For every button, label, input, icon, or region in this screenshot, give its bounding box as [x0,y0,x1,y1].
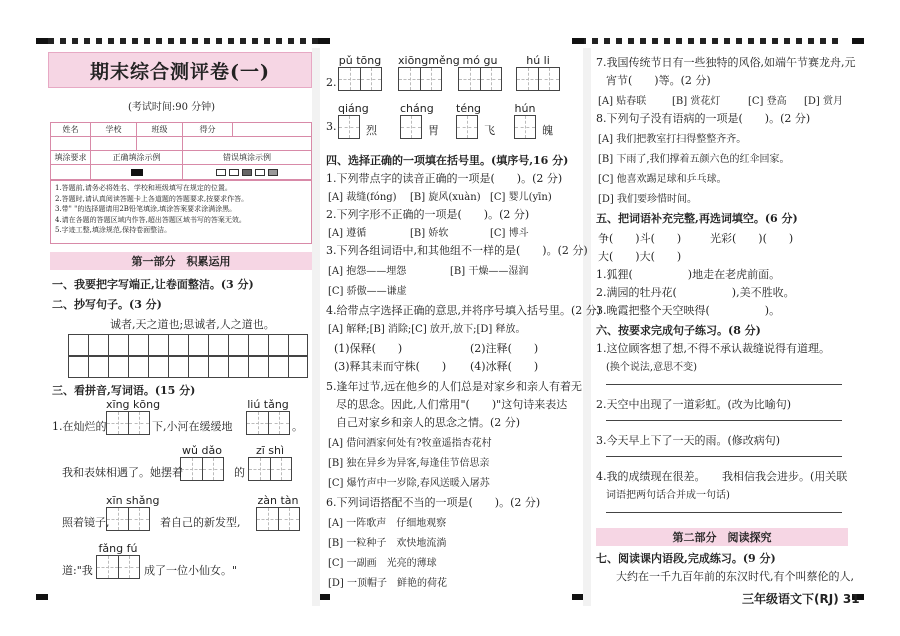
instructions: 1.答题前,请务必将姓名、学校和班级填写在规定的位置。 2.答题时,请认真阅读答题卡上各道题的答题要求,按要求作答。 3.带" "的选择题请用2B铅笔填涂,填涂答案要求涂满涂黑。 4.请在各题的答题区域内作答,超出答题区域书写的答案无效。 5.字迹工整,填涂规范,保持卷面整洁。 [50,180,312,244]
wrong-fill-icon [268,169,278,176]
q3-row2-num: 2. [326,76,337,89]
q4-4-sub1[interactable]: (1)保释( ) [334,342,403,355]
q4-2: 2.下列字形不正确的一项是( )。(2 分) [326,208,530,221]
q5-sent2[interactable]: 2.满园的牡丹花( ),美不胜收。 [596,286,795,299]
q4-7-option-c[interactable]: [C] 登高 [748,96,787,107]
q6-4-line1: 4.我的成绩现在很差。 我相信我会进步。(用关联 [596,470,848,483]
q7r-title: 七、阅读课内语段,完成练习。(9 分) [596,552,776,565]
q2-sentence: 诚者,天之道也;思诚者,人之道也。 [110,318,275,331]
q4-4-sub2[interactable]: (2)注释( ) [470,342,539,355]
q4-6-option-a[interactable]: [A] 一阵歌声 仔细地观察 [328,518,447,529]
q4-4-options: [A] 解释;[B] 消除;[C] 放开,放下;[D] 释放。 [328,324,526,335]
q3-title: 三、看拼音,写词语。(15 分) [52,384,196,397]
q3-row3-num: 3. [326,120,337,133]
wrong-example: 错误填涂示例 [223,153,271,162]
q4-8-option-a[interactable]: [A] 我们把教室打扫得整整齐齐。 [598,134,747,145]
q4-6-option-c[interactable]: [C] 一副画 光亮的薄球 [328,558,437,569]
char-fei: 飞 [484,124,495,137]
pinyin-box-zishi[interactable]: zī shì [248,444,292,481]
class-field[interactable] [137,137,183,150]
q4-8-option-c[interactable]: [C] 他喜欢踢足球和乒乓球。 [598,174,727,185]
part2-header: 第二部分 阅读探究 [596,528,848,546]
reading-passage: 大约在一千九百年前的东汉时代,有个叫蔡伦的人, [616,570,854,583]
exam-time: (考试时间:90 分钟) [128,102,216,113]
wrong-fill-icon [255,169,265,176]
q3-text2: 下,小河在缓缓地 [152,420,233,433]
q6-title: 六、按要求完成句子练习。(8 分) [596,324,761,337]
q4-1-option-a[interactable]: [A] 裁缝(fóng) [328,192,397,203]
q4-5-line1: 5.逢年过节,远在他乡的人们总是对家乡和亲人有着无 [326,380,582,393]
q4-5-option-b[interactable]: [B] 独在异乡为异客,每逢佳节倍思亲 [328,458,490,469]
q6-2-answer-line[interactable] [606,420,842,421]
q6-4-line2: 词语把两句话合并成一句话) [606,490,730,501]
top-dash-left [48,38,318,44]
q4-7-option-a[interactable]: [A] 贴春联 [598,96,647,107]
q6-3-answer-line[interactable] [606,456,842,457]
school-label: 学校 [91,123,137,136]
q4-7-option-b[interactable]: [B] 赏花灯 [672,96,721,107]
pinyin-box-xingkong[interactable]: xīng kōng [106,398,160,435]
corner-mark [318,38,330,44]
name-label: 姓名 [51,123,91,136]
filled-box-icon [131,169,143,176]
q3-text1: 1.在灿烂的 [52,420,107,433]
student-info-table [50,122,312,180]
part1-header: 第一部分 积累运用 [50,252,312,270]
pinyin-box-liutang[interactable]: liú tǎng [246,398,290,435]
wrong-fill-icon [229,169,239,176]
pinyin-box-fangfu[interactable]: fǎng fú [96,542,140,579]
q3-text8: 道:"我 [62,564,93,577]
q4-1: 1.下列带点字的读音正确的一项是( )。(2 分) [326,172,563,185]
score-label: 得分 [183,123,233,136]
q4-7-option-d[interactable]: [D] 赏月 [804,96,843,107]
char-lie: 烈 [366,124,377,137]
q4-5-option-a[interactable]: [A] 借问酒家何处有?牧童遥指杏花村 [328,438,492,449]
q4-7-line1: 7.我国传统节日有一些独特的风俗,如端午节赛龙舟,元 [596,56,856,69]
q1-title: 一、我要把字写端正,让卷面整洁。(3 分) [52,278,254,291]
q4-8-option-b[interactable]: [B] 下雨了,我们撑着五颜六色的红伞回家。 [598,154,790,165]
q5-title: 五、把词语补充完整,再选词填空。(6 分) [596,212,798,225]
q6-1-answer-line[interactable] [606,384,842,385]
pinyin-box-mogu[interactable]: mó gu [458,54,502,91]
q4-2-option-c[interactable]: [C] 博斗 [490,228,529,239]
q3-text7: 着自己的新发型, [160,516,241,529]
fold-divider [583,48,591,606]
q4-1-option-b[interactable]: [B] 旋风(xuàn) [410,192,481,203]
corner-mark [36,38,48,44]
top-dash-right [580,38,842,44]
page-title: 期末综合测评卷(一) [48,52,312,88]
q4-5-option-c[interactable]: [C] 爆竹声中一岁除,春风送暖入屠苏 [328,478,490,489]
pinyin-box-xiongmeng[interactable]: xiōngměng [398,54,460,91]
char-wei: 胃 [428,124,439,137]
q6-3: 3.今天早上下了一天的雨。(修改病句) [596,434,781,447]
q5-sent3[interactable]: 3.晚霞把整个天空映得( )。 [596,304,781,317]
q6-4-answer-line[interactable] [606,512,842,513]
wrong-fill-icon [216,169,226,176]
q5-sent1[interactable]: 1.狐狸( )地走在老虎前面。 [596,268,781,281]
correct-example: 正确填涂示例 [91,151,183,164]
q4-3-option-c[interactable]: [C] 骄傲——谦虚 [328,286,407,297]
q4-5-line2: 尽的思念。因此,人们常用"( )"这句诗来表达 [336,398,568,411]
q6-1-line2: (换个说法,意思不变) [606,362,697,373]
pinyin-box-zantan[interactable]: zàn tàn [256,494,300,531]
q4-2-option-b[interactable]: [B] 娇软 [410,228,449,239]
pinyin-box-xinshang[interactable]: xīn shǎng [106,494,159,531]
copy-grid-row1[interactable] [68,334,308,356]
corner-mark [572,38,584,44]
q4-6-option-d[interactable]: [D] 一顶帽子 鲜艳的荷花 [328,578,447,589]
corner-mark [852,38,864,44]
q4-2-option-a[interactable]: [A] 遵循 [328,228,367,239]
q6-2: 2.天空中出现了一道彩虹。(改为比喻句) [596,398,792,411]
q6-1-line1: 1.这位顾客想了想,不得不承认裁缝说得有道理。 [596,342,830,355]
q4-4-sub4[interactable]: (4)冰释( ) [470,360,539,373]
q3-text4: 我和表妹相遇了。她摆着 [62,466,183,479]
score-field[interactable] [233,123,311,136]
q4-1-option-c[interactable]: [C] 婴儿(yīn) [490,192,552,203]
q4-4: 4.给带点字选择正确的意思,并将序号填入括号里。(2 分) [326,304,602,317]
pinyin-box-hun[interactable]: hún [514,102,536,139]
pinyin-box-qiang[interactable]: qiáng [338,102,369,139]
fill-req-label: 填涂要求 [51,151,91,164]
q3-text9: 成了一位小仙女。" [144,564,238,577]
school-field[interactable] [91,137,137,150]
pinyin-box-wudao[interactable]: wǔ dǎo [180,444,224,481]
fold-divider [312,48,320,606]
q4-3: 3.下列各组词语中,和其他组不一样的是( )。(2 分) [326,244,588,257]
q5-word3[interactable]: 大( )大( ) [598,250,682,263]
q5-word1[interactable]: 争( )斗( ) [598,232,682,245]
q4-5-line3: 自己对家乡和亲人的思念之情。(2 分) [336,416,521,429]
copy-grid-row2[interactable] [68,356,308,378]
q3-text5: 的 [234,466,245,479]
q4-6-option-b[interactable]: [B] 一粒种子 欢快地流淌 [328,538,447,549]
q4-7-line2: 宵节( )等。(2 分) [606,74,711,87]
pinyin-box-chang[interactable]: cháng [400,102,434,139]
pinyin-box-huli[interactable]: hú li [516,54,560,91]
pinyin-box-teng[interactable]: téng [456,102,481,139]
q5-word2[interactable]: 光彩( )( ) [710,232,794,245]
corner-mark [36,594,48,600]
q4-6: 6.下列词语搭配不当的一项是( )。(2 分) [326,496,541,509]
class-label: 班级 [137,123,183,136]
q4-8: 8.下列句子没有语病的一项是( )。(2 分) [596,112,811,125]
pinyin-box-putong[interactable]: pǔ tōng [338,54,382,91]
q2-title: 二、抄写句子。(3 分) [52,298,162,311]
q4-8-option-d[interactable]: [D] 我们要珍惜时间。 [598,194,697,205]
wrong-fill-icon [242,169,252,176]
q4-4-sub3[interactable]: (3)释其耒而守株( ) [334,360,447,373]
q4-3-option-b[interactable]: [B] 干燥——湿润 [450,266,529,277]
char-po: 魄 [542,124,553,137]
q4-3-option-a[interactable]: [A] 抱怨——埋怨 [328,266,407,277]
q3-text3: 。 [292,420,303,433]
q3-text6: 照着镜子, [62,516,110,529]
page-footer: 三年级语文下(RJ) 31 [742,592,860,606]
q4-title: 四、选择正确的一项填在括号里。(填序号,16 分) [326,154,569,167]
